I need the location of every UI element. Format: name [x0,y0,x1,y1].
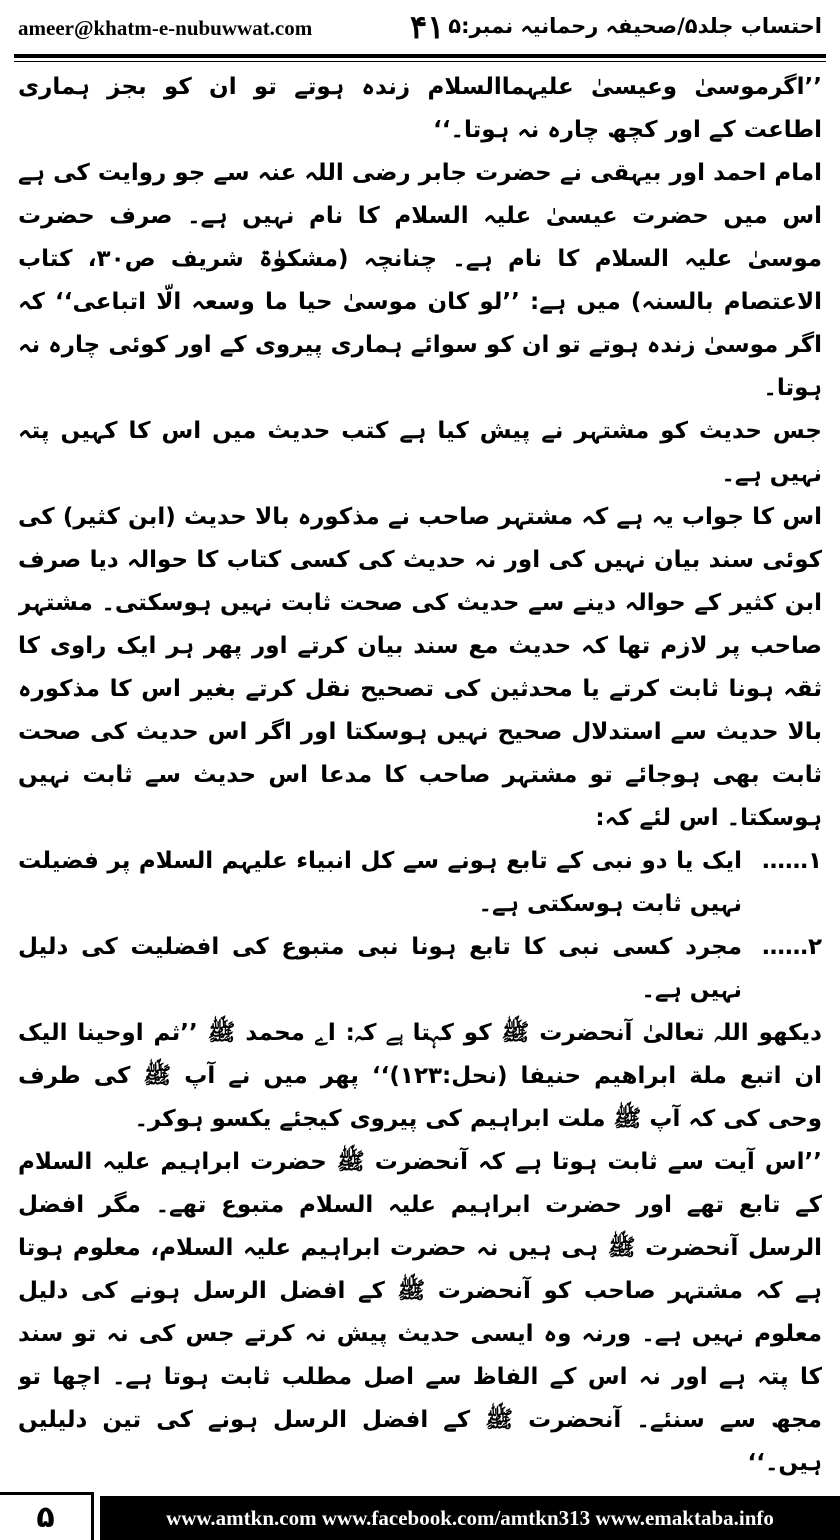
running-title: احتساب جلد۵/صحیفہ رحمانیہ نمبر:۵ [448,14,822,38]
paragraph-2: امام احمد اور بیہقی نے حضرت جابر رضی اللہ عنہ سے جو روایت کی ہے اس میں حضرت عیسیٰ علیہ السلام کا نام نہیں ہے۔ صرف حضرت موسیٰ علیہ السلام کا نام ہے۔ چنانچہ (مشکوٰۃ شریف ص۳۰، کتاب الاعتصام بالسنہ) میں ہے: ’’لو کان موسیٰ حیا ما وسعہ الّا اتباعی‘‘ کہ اگر موسیٰ زندہ ہوتے تو ان کو سوائے ہماری پیروی کے اور کوئی چارہ نہ ہوتا۔ [18,160,822,401]
paragraph-3: جس حدیث کو مشتہر نے پیش کیا ہے کتب حدیث میں اس کا کہیں پتہ نہیں ہے۔ [18,418,822,487]
quote-paragraph-1: ’’اگرموسیٰ وعیسیٰ علیہماالسلام زندہ ہوتے تو ان کو بجز ہماری اطاعت کے اور کچھ چارہ نہ ہوتا۔‘‘ [18,74,822,143]
page-body [18,66,822,1488]
quote-paragraph-6: ’’اس آیت سے ثابت ہوتا ہے کہ آنحضرت ﷺ حضرت ابراہیم علیہ السلام کے تابع تھے اور حضرت ابراہیم علیہ السلام متبوع تھے۔ مگر افضل الرسل آنحضرت ﷺ ہی ہیں نہ حضرت ابراہیم علیہ السلام، معلوم ہوتا ہے کہ مشتہر صاحب کو آنحضرت ﷺ کے افضل الرسل ہونے کی دلیل معلوم نہیں ہے۔ ورنہ وہ ایسی حدیث پیش نہ کرتے جس کی نہ تو سند کا پتہ ہے اور نہ اس کے الفاظ سے اصل مطلب ثابت ہوتا ہے۔ اچھا تو مجھ سے سنئے۔ آنحضرت ﷺ کے افضل الرسل ہونے کی تین دلیلیں ہیں۔‘‘ [18,1149,822,1476]
header-email: ameer@khatm-e-nubuwwat.com [18,16,313,40]
paragraph-4: اس کا جواب یہ ہے کہ مشتہر صاحب نے مذکورہ بالا حدیث (ابن کثیر) کی کوئی سند بیان نہیں کی اور نہ حدیث کی کسی کتاب کا حوالہ دیا صرف ابن کثیر کے حوالہ دینے سے حدیث کی صحت ثابت نہیں ہوسکتی۔ مشتہر صاحب پر لازم تھا کہ حدیث مع سند بیان کرتے اور پھر ہر ایک راوی کا ثقہ ہونا ثابت کرتے یا محدثین کی تصحیح نقل کرتے بغیر اس کا مذکورہ بالا حدیث سے استدلال صحیح نہیں ہوسکتا اور اگر اس حدیث کی صحت ثابت بھی ہوجائے تو مشتہر صاحب کا مدعا اس حدیث سے ثابت نہیں ہوسکتا۔ اس لئے کہ: [18,504,822,831]
footer-volume-number: ۵ [0,1492,94,1540]
header-rule-thick [14,54,826,58]
page-header [18,10,822,54]
list-item [18,926,822,1012]
footer-links[interactable]: www.amtkn.com www.facebook.com/amtkn313 www.emaktaba.info [100,1496,840,1540]
list-item [18,840,822,926]
list-item-text: مجرد کسی نبی کا تابع ہونا نبی متبوع کی افضلیت کی دلیل نہیں ہے۔ [18,934,742,1003]
page-number: ۴۱ [410,8,445,46]
header-rule-thin [14,61,826,62]
list-item-text: ایک یا دو نبی کے تابع ہونے سے کل انبیاء علیہم السلام پر فضیلت نہیں ثابت ہوسکتی ہے۔ [18,848,742,917]
list-item-number: ۲…… [761,934,822,960]
list-item-number: ۱…… [761,848,822,874]
paragraph-5: دیکھو اللہ تعالیٰ آنحضرت ﷺ کو کہتا ہے کہ: اے محمد ﷺ ’’ثم اوحینا الیک ان اتبع ملة ابراهیم حنیفا (نحل:۱۲۳)‘‘ پھر میں نے آپ ﷺ کی طرف وحی کی کہ آپ ﷺ ملت ابراہیم کی پیروی کیجئے یکسو ہوکر۔ [18,1020,822,1132]
